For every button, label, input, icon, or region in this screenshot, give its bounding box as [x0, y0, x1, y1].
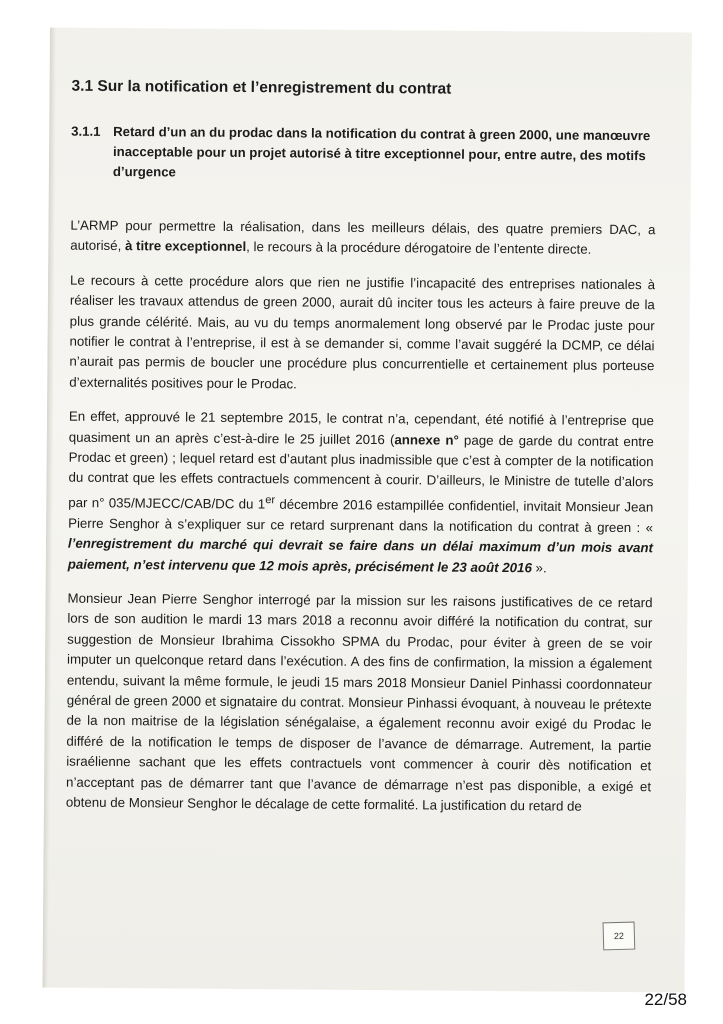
paragraph-1-bold: à titre exceptionnel	[124, 238, 247, 255]
paragraph-3-text-e: ».	[531, 559, 547, 575]
paragraph-1-text-c: , le recours à la procédure dérogatoire de l’entente directe.	[246, 239, 592, 258]
ministerial-quote: l’enregistrement du marché qui devrait se faire dans un délai maximum d’un mois avant paiement, n’est intervenu que 12 mois après, précisément le 23 août 2016	[67, 535, 654, 575]
subsection-title: Retard d’un an du prodac dans la notification du contrat à green 2000, une manœuvre inacceptable pour un projet autorisé à titre exceptionnel pour, entre autre, des motifs d’urgence	[112, 123, 651, 180]
paragraph-1-text-a: L’ARMP pour permettre la réalisation, dans les meilleurs délais, des quatre premiers DAC, a autorisé,	[70, 217, 656, 254]
paragraph-3-text-d: décembre 2016 estampillée confidentiel, invitait Monsieur Jean Pierre Senghor à s’expliquer sur ce retard surprenant dans la notification du contrat à green : «	[68, 496, 654, 535]
page-body	[66, 78, 657, 832]
paragraph-3-text-c: page de garde du contrat entre Prodac et green) ; lequel retard est d’autant plus inadmissible que c’est à compter de la notification du contrat que les effets contractuels commencent à courir. D’ailleurs, le Ministre de tutelle d’alors par n° 035/MJECC/CAB/DC du 1	[68, 432, 654, 512]
annex-reference: annexe n°	[394, 431, 459, 448]
paragraph-3-text-a: En effet, approuvé le 21 septembre 2015, le contrat n’a, cependant, été notifié à l’entreprise que quasiment un an après c’est-à-dire le 25 juillet 2016 (	[68, 408, 654, 447]
page-counter: 22/58	[644, 990, 687, 1009]
ordinal-superscript: er	[265, 494, 276, 507]
paragraph-2: Le recours à cette procédure alors que rien ne justifie l’incapacité des entreprises nationales à réaliser les travaux attendus de green 2000, aurait dû inciter tous les acteurs à faire preuve de la plus grande célérité. Mais, au vu du temps anormalement long observé par le Prodac juste pour notifier le contrat à l’entreprise, il est à se demander si, comme l’avait suggéré la DCMP, ce délai n’aurait pas permis de boucler une procédure plus concurrentielle et certainement plus porteuse d’externalités positives pour le Prodac.	[69, 272, 656, 392]
page-number-stamp: 22	[603, 922, 636, 951]
paragraph-4: Monsieur Jean Pierre Senghor interrogé par la mission sur les raisons justificatives de ce retard lors de son audition le mardi 13 mars 2018 a reconnu avoir différé la notification du contrat, sur suggestion de Monsieur Ibrahima Cissokho SPMA du Prodac, pour éviter à green de se voir imputer un quelconque retard dans l’exécution. A des fins de confirmation, la mission a également entendu, suivant la même formule, le jeudi 15 mars 2018 Monsieur Daniel Pinhassi coordonnateur général de green 2000 et signataire du contrat. Monsieur Pinhassi évoquant, à nouveau le prétexte de la non maitrise de la législation sénégalaise, a également reconnu avoir exigé du Prodac le différé de la notification le temps de disposer de l’avance de démarrage. Autrement, la partie israélienne sachant que les effets contractuels vont commencer à courir dès notification et n’acceptant pas de démarrer tant que l’avance de démarrage n’est pas disponible, a exigé et obtenu de Monsieur Senghor le décalage de cette formalité. La justification du retard de	[65, 590, 653, 814]
subsection-number: 3.1.1	[71, 123, 101, 139]
scanned-page	[42, 27, 692, 992]
subsection-heading	[71, 122, 656, 187]
paragraph-3	[68, 407, 654, 579]
paragraph-1	[70, 216, 655, 261]
section-heading: 3.1 Sur la notification et l’enregistrement du contrat	[71, 77, 452, 98]
